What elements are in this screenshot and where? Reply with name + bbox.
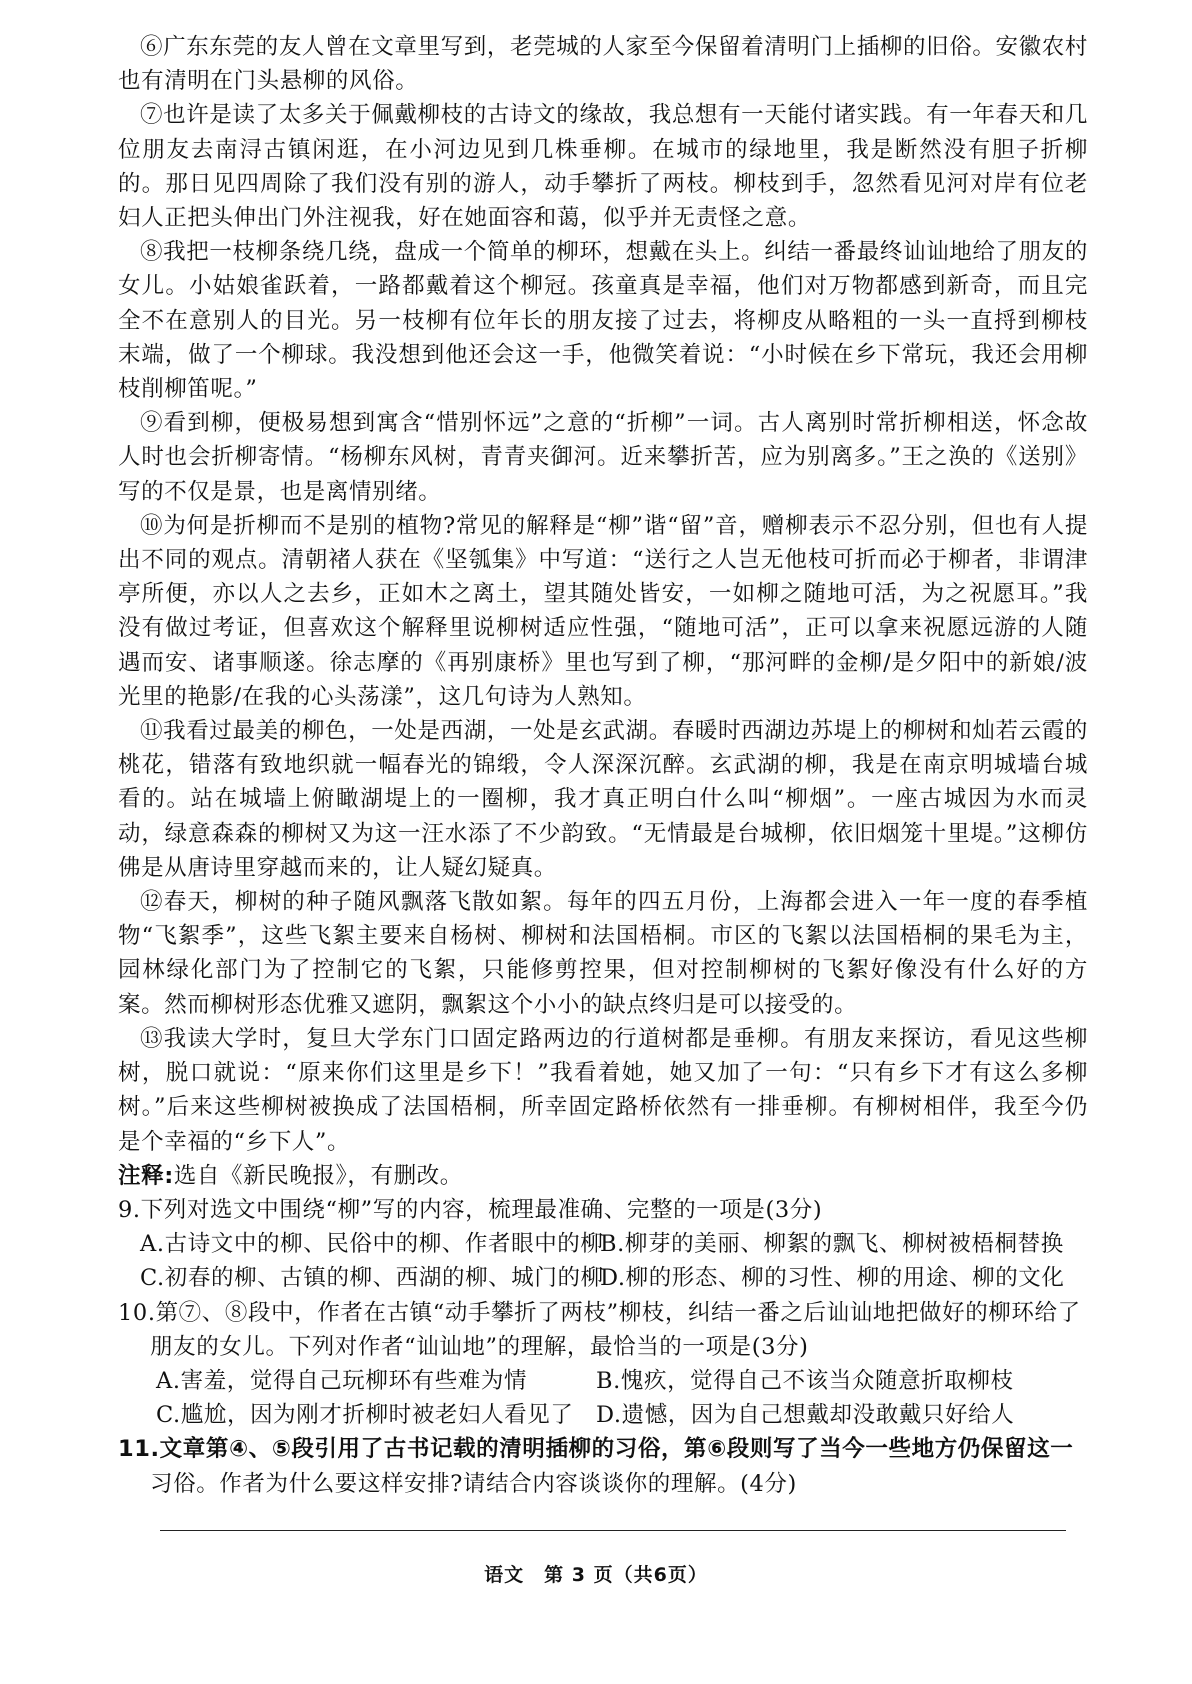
paragraph-11: ⑪我看过最美的柳色，一处是西湖，一处是玄武湖。春暖时西湖边苏堤上的柳树和灿若云霞的桃花，错落有致地织就一幅春光的锦缎，令人深深沉醉。玄武湖的柳，我是在南京明城墙台城看的。站在城墙上俯瞰湖堤上的一圈柳，我才真正明白什么叫“柳烟”。一座古城因为水而灵动，绿意森森的柳树又为这一汪水添了不少韵致。“无情最是台城柳，依旧烟笼十里堤。”这柳仿佛是从唐诗里穿越而来的，让人疑幻疑真。 [118,718,1088,881]
page-content [118,30,1088,1501]
paragraph-9: ⑨看到柳，便极易想到寓含“惜别怀远”之意的“折柳”一词。古人离别时常折柳相送，怀念故人时也会折柳寄情。“杨柳东风树，青青夹御河。近来攀折苦，应为别离多。”王之涣的《送别》写的不仅是景，也是离情别绪。 [118,410,1088,505]
question-10 [118,1296,1088,1433]
question-10-options [118,1364,1088,1432]
paragraph-10: ⑩为何是折柳而不是别的植物?常见的解释是“柳”谐“留”音，赠柳表示不忍分别，但也有人提出不同的观点。清朝褚人获在《坚瓠集》中写道：“送行之人岂无他枝可折而必于柳者，非谓津亭所便，亦以人之去乡，正如木之离土，望其随处皆安，一如柳之随地可活，为之祝愿耳。”我没有做过考证，但喜欢这个解释里说柳树适应性强，“随地可活”，正可以拿来祝愿远游的人随遇而安、诸事顺遂。徐志摩的《再别康桥》里也写到了柳，“那河畔的金柳/是夕阳中的新娘/波光里的艳影/在我的心头荡漾”，这几句诗为人熟知。 [118,512,1089,710]
paragraph-13: ⑬我读大学时，复旦大学东门口固定路两边的行道树都是垂柳。有朋友来探访，看见这些柳树，脱口就说：“原来你们这里是乡下！”我看着她，她又加了一句：“只有乡下才有这么多柳树。”后来这些柳树被换成了法国梧桐，所幸固定路桥依然有一排垂柳。有柳树相伴，我至今仍是个幸福的“乡下人”。 [118,1025,1088,1155]
paragraph-7: ⑦也许是读了太多关于佩戴柳枝的古诗文的缘故，我总想有一天能付诸实践。有一年春天和几位朋友去南浔古镇闲逛，在小河边见到几株垂柳。在城市的绿地里，我是断然没有胆子折柳的。那日见四周除了我们没有别的游人，动手攀折了两枝。柳枝到手，忽然看见河对岸有位老妇人正把头伸出门外注视我，好在她面容和蔼，似乎并无责怪之意。 [118,102,1088,232]
question-9-option-d: D.柳的形态、柳的习性、柳的用途、柳的文化 [600,1265,1065,1292]
question-11-stem-second-line: 习俗。作者为什么要这样安排?请结合内容谈谈你的理解。(4分) [150,1470,797,1497]
question-9-option-a: A.古诗文中的柳、民俗中的柳、作者眼中的柳 [140,1231,604,1258]
question-11-stem [118,1432,1088,1500]
question-11-stem-first-line: 11.文章第④、⑤段引用了古书记载的清明插柳的习俗，第⑥段则写了当今一些地方仍保留这一 [118,1436,1074,1463]
question-9 [118,1193,1088,1296]
paragraph-6: ⑥广东东莞的友人曾在文章里写到，老莞城的人家至今保留着清明门上插柳的旧俗。安徽农村也有清明在门头悬柳的风俗。 [118,34,1088,95]
page-footer: 语文 第 3 页（共6页） [484,1564,708,1586]
question-10-stem: 10.第⑦、⑧段中，作者在古镇“动手攀折了两枝”柳枝，纠结一番之后讪讪地把做好的柳环给了朋友的女儿。下列对作者“讪讪地”的理解，最恰当的一项是(3分) [118,1299,1081,1360]
question-11 [118,1432,1088,1500]
question-10-option-b: B.愧疚，觉得自己不该当众随意折取柳枝 [596,1367,1014,1394]
note-label: 注释: [118,1162,174,1189]
note-text: 选自《新民晚报》，有删改。 [173,1162,463,1189]
question-10-option-c: C.尴尬，因为刚才折柳时被老妇人看见了 [156,1402,574,1429]
question-9-option-b: B.柳芽的美丽、柳絮的飘飞、柳树被梧桐替换 [600,1231,1064,1258]
footer-divider [160,1530,1066,1531]
reading-passage [118,30,1088,1193]
question-10-option-d: D.遗憾，因为自己想戴却没敢戴只好给人 [596,1402,1015,1429]
question-9-stem: 9.下列对选文中围绕“柳”写的内容，梳理最准确、完整的一项是(3分) [118,1196,823,1223]
paragraph-8: ⑧我把一枝柳条绕几绕，盘成一个简单的柳环，想戴在头上。纠结一番最终讪讪地给了朋友的女儿。小姑娘雀跃着，一路都戴着这个柳冠。孩童真是幸福，他们对万物都感到新奇，而且完全不在意别人的目光。另一枝柳有位年长的朋友接了过去，将柳皮从略粗的一头一直捋到柳枝末端，做了一个柳球。我没想到他还会这一手，他微笑着说：“小时候在乡下常玩，我还会用柳枝削柳笛呢。” [118,239,1088,403]
source-note [118,1159,1088,1193]
question-9-options [118,1227,1088,1295]
question-9-option-c: C.初春的柳、古镇的柳、西湖的柳、城门的柳 [140,1265,604,1292]
paragraph-12: ⑫春天，柳树的种子随风飘落飞散如絮。每年的四五月份，上海都会进入一年一度的春季植物“飞絮季”，这些飞絮主要来自杨树、柳树和法国梧桐。市区的飞絮以法国梧桐的果毛为主，园林绿化部门为了控制它的飞絮，只能修剪控果，但对控制柳树的飞絮好像没有什么好的方案。然而柳树形态优雅又遮阴，飘絮这个小小的缺点终归是可以接受的。 [118,889,1088,1018]
question-10-option-a: A.害羞，觉得自己玩柳环有些难为情 [156,1367,528,1394]
